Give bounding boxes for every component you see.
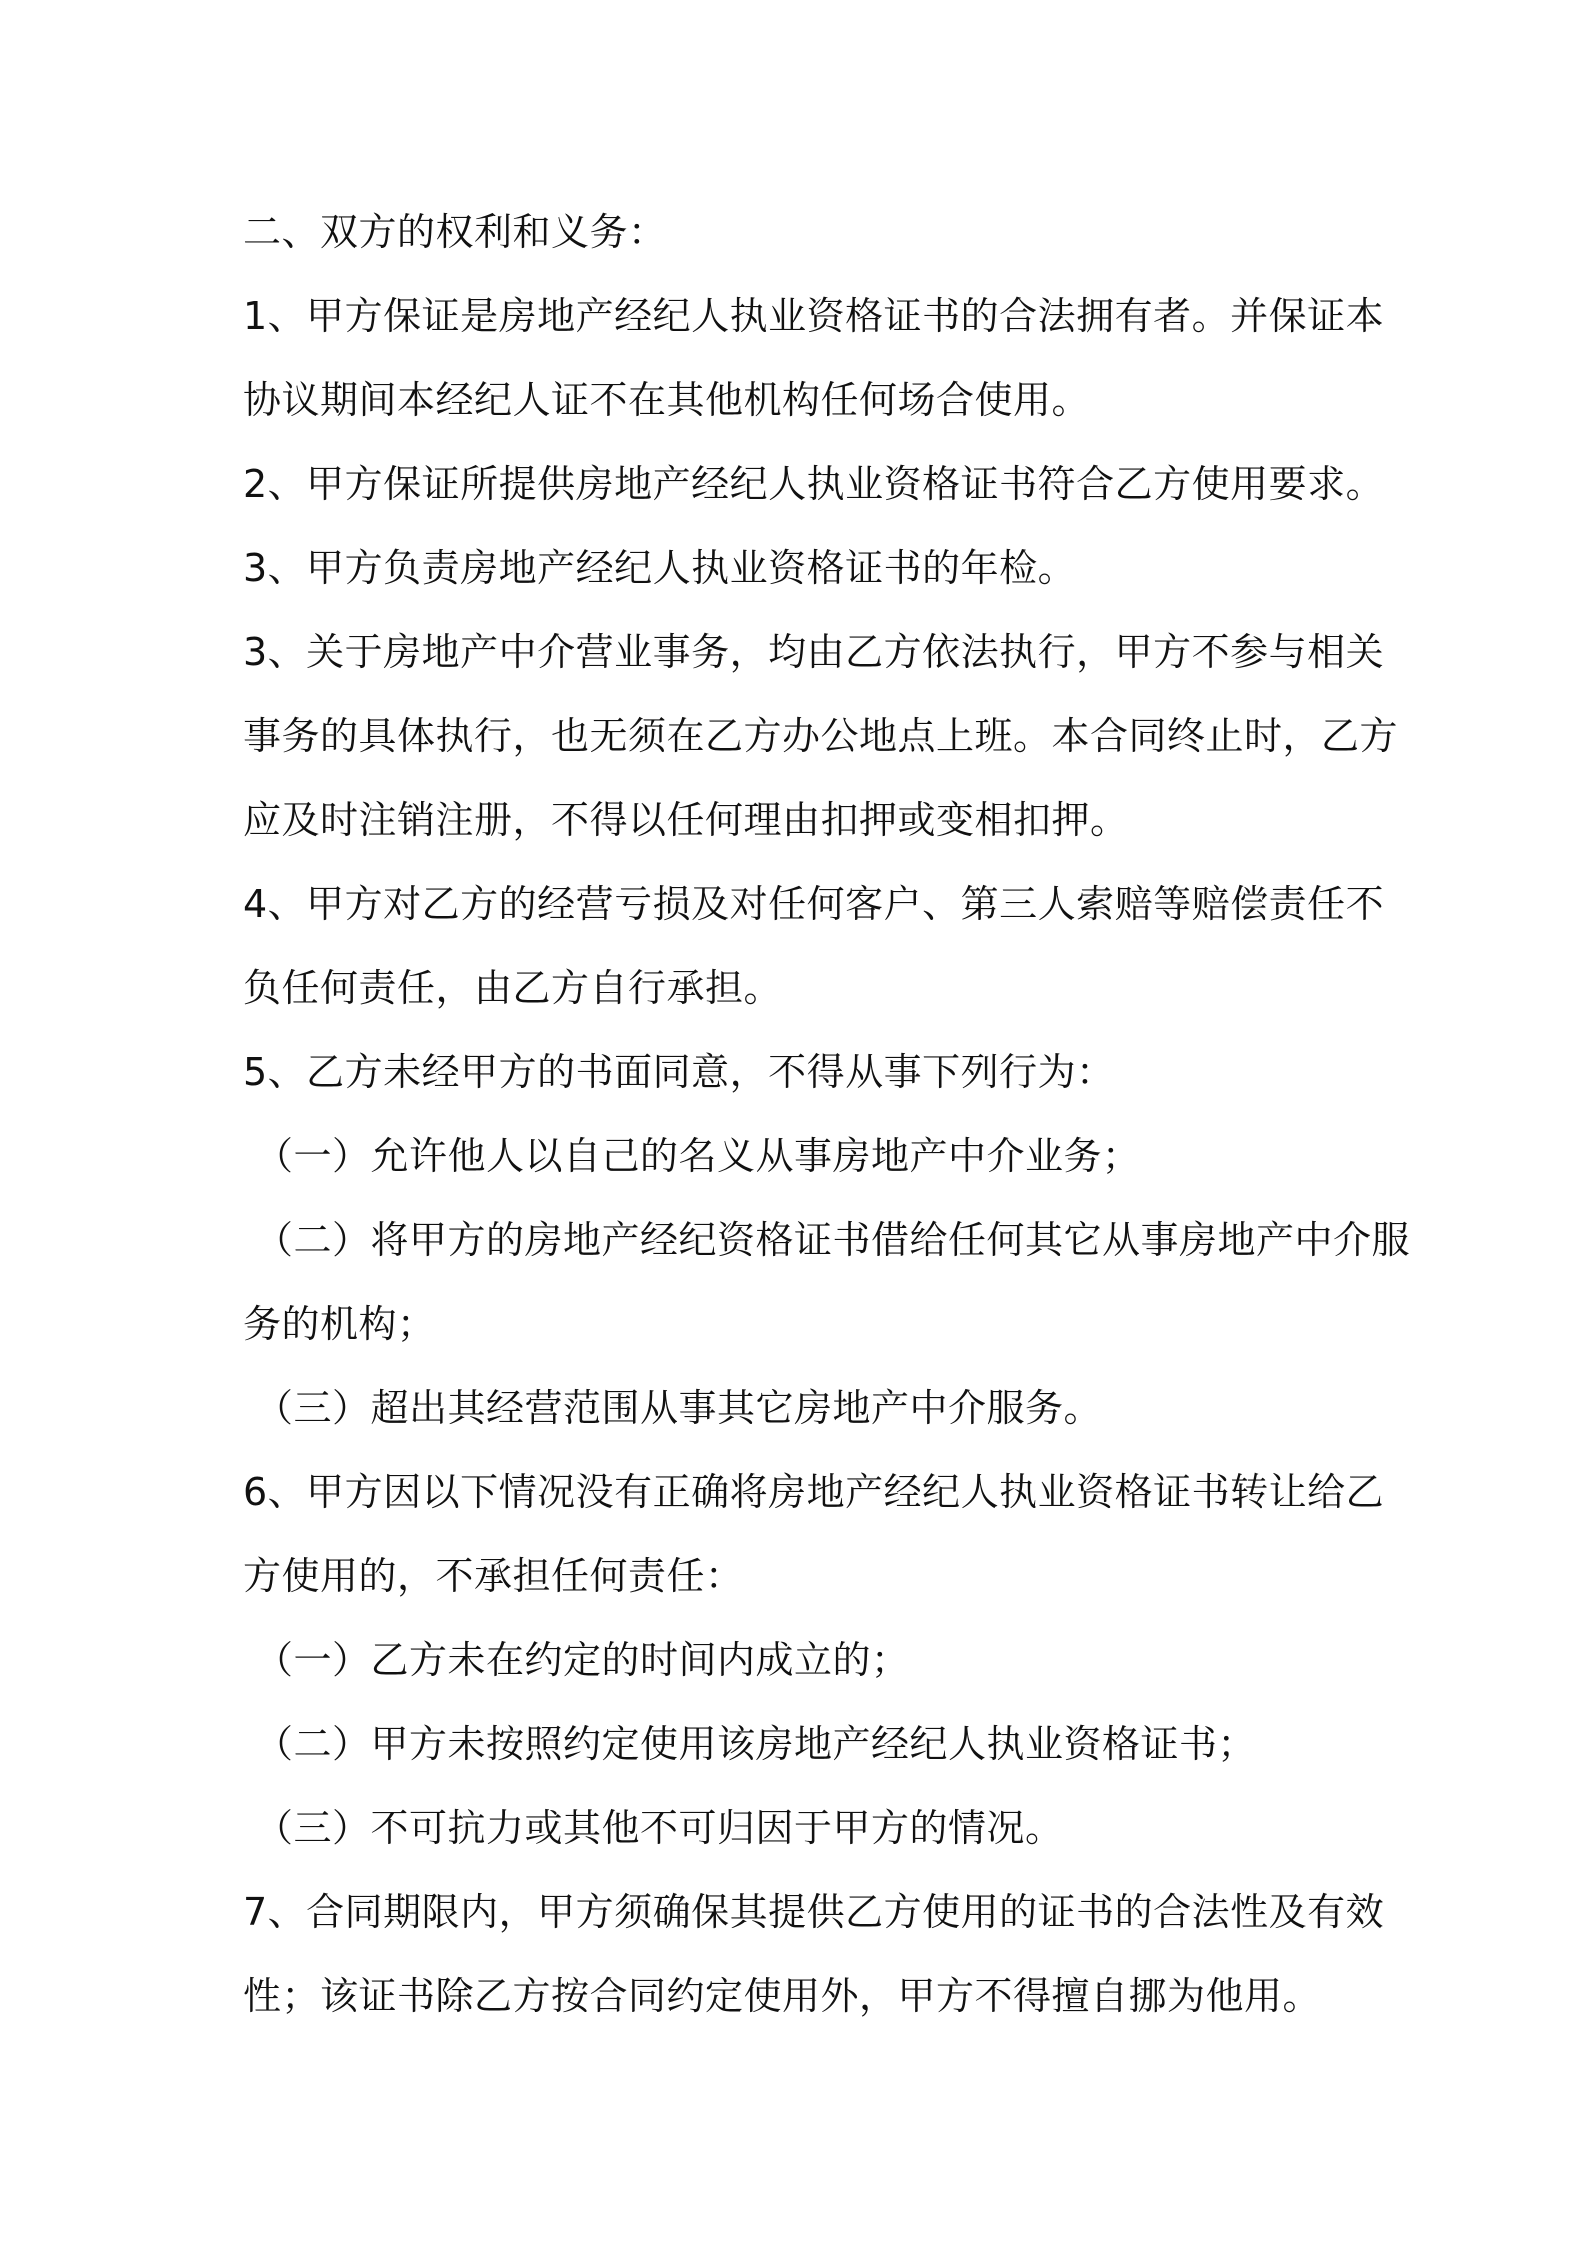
clause-5-item-3: （三）超出其经营范围从事其它房地产中介服务。	[255, 1386, 1103, 1430]
clause-5-item-1: （一）允许他人以自己的名义从事房地产中介业务；	[255, 1134, 1141, 1178]
clause-7-line-2: 性；该证书除乙方按合同约定使用外，甲方不得擅自挪为他用。	[243, 1974, 1322, 2018]
clause-6-item-3: （三）不可抗力或其他不可归因于甲方的情况。	[255, 1806, 1064, 1850]
clause-4-line-2: 负任何责任，由乙方自行承担。	[243, 966, 783, 1010]
clause-2: 2、甲方保证所提供房地产经纪人执业资格证书符合乙方使用要求。	[243, 462, 1385, 506]
clause-1-line-2: 协议期间本经纪人证不在其他机构任何场合使用。	[243, 378, 1091, 422]
clause-6-line-1: 6、甲方因以下情况没有正确将房地产经纪人执业资格证书转让给乙	[243, 1470, 1385, 1514]
clause-6-item-1: （一）乙方未在约定的时间内成立的；	[255, 1638, 910, 1682]
clause-4-line-1: 4、甲方对乙方的经营亏损及对任何客户、第三人索赔等赔偿责任不	[243, 882, 1385, 926]
clause-5-item-2-line-1: （二）将甲方的房地产经纪资格证书借给任何其它从事房地产中介服	[255, 1218, 1411, 1262]
document-body	[243, 190, 1411, 2038]
clause-6-line-2: 方使用的，不承担任何责任：	[243, 1554, 744, 1598]
clause-6-item-2: （二）甲方未按照约定使用该房地产经纪人执业资格证书；	[255, 1722, 1257, 1766]
clause-1-line-1: 1、甲方保证是房地产经纪人执业资格证书的合法拥有者。并保证本	[243, 294, 1385, 338]
clause-5: 5、乙方未经甲方的书面同意，不得从事下列行为：	[243, 1050, 1115, 1094]
clause-3a: 3、甲方负责房地产经纪人执业资格证书的年检。	[243, 546, 1077, 590]
clause-3b-line-3: 应及时注销注册，不得以任何理由扣押或变相扣押。	[243, 798, 1129, 842]
clause-3b-line-2: 事务的具体执行，也无须在乙方办公地点上班。本合同终止时，乙方	[243, 714, 1399, 758]
clause-3b-line-1: 3、关于房地产中介营业事务，均由乙方依法执行，甲方不参与相关	[243, 630, 1385, 674]
clause-7-line-1: 7、合同期限内，甲方须确保其提供乙方使用的证书的合法性及有效	[243, 1890, 1385, 1934]
section-heading: 二、双方的权利和义务：	[243, 210, 667, 254]
clause-5-item-2-line-2: 务的机构；	[243, 1302, 436, 1346]
